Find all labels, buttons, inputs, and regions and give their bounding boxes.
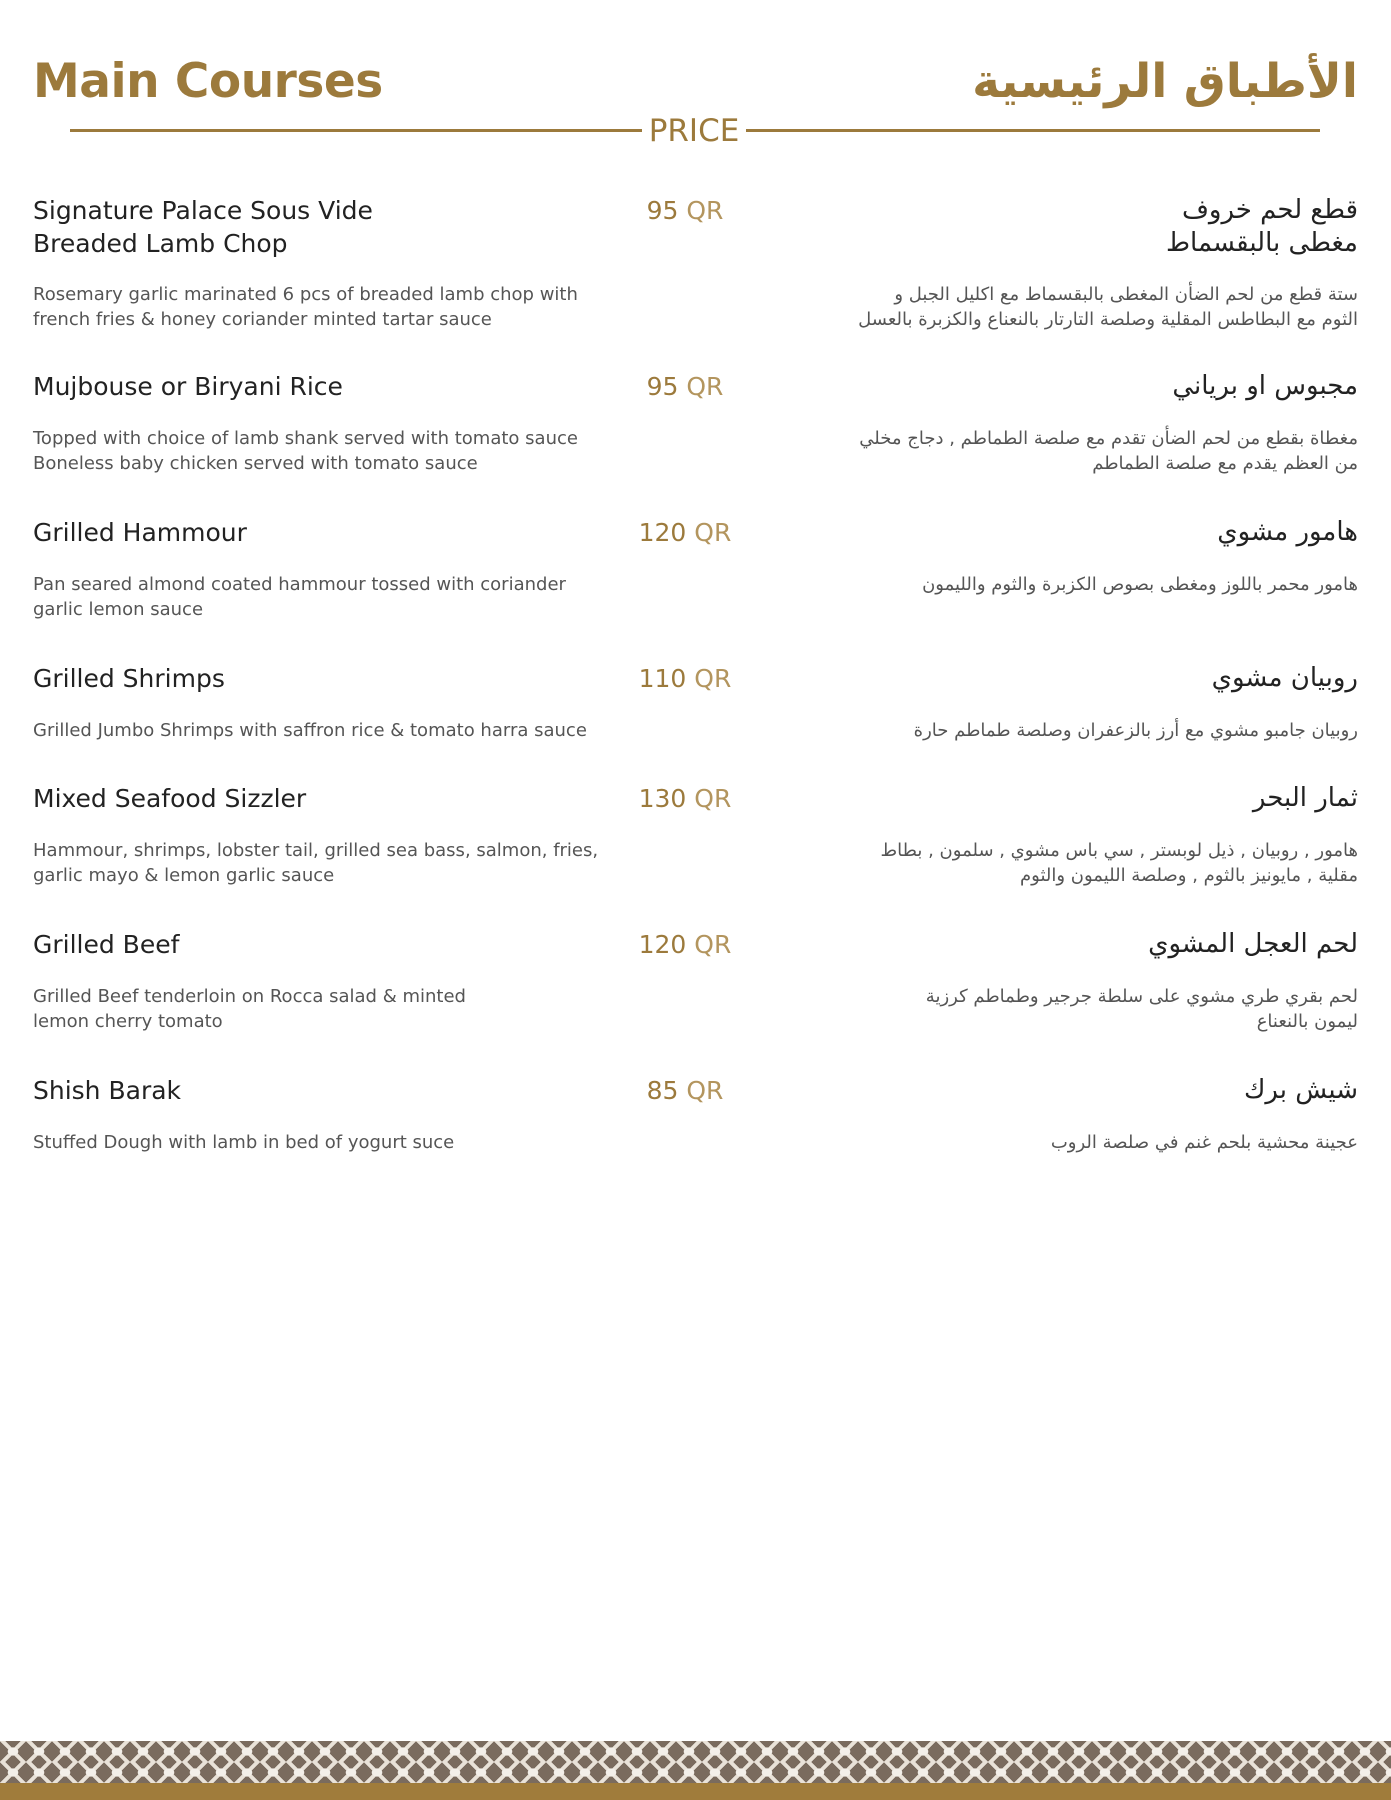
- price-amount: 85: [646, 1076, 679, 1105]
- price-amount: 120: [638, 518, 687, 547]
- price-amount: 130: [638, 784, 687, 813]
- item-name-ar: هامور مشوي: [1217, 517, 1358, 547]
- item-name-ar: قطع لحم خروف مغطى بالبقسماط: [1165, 195, 1358, 258]
- item-name-en: Grilled Hammour: [33, 518, 247, 547]
- item-description-en: Grilled Jumbo Shrimps with saffron rice & tomato harra sauce: [33, 720, 587, 741]
- item-description-ar: هامور محمر باللوز ومغطى بصوص الكزبرة والثوم والليمون: [922, 574, 1358, 595]
- item-price: [630, 928, 740, 961]
- item-name-ar: روبيان مشوي: [1211, 663, 1358, 693]
- item-name-ar: لحم العجل المشوي: [1148, 929, 1358, 959]
- price-amount: 95: [646, 196, 679, 225]
- header-divider-left: [70, 129, 642, 132]
- item-name-en: Mujbouse or Biryani Rice: [33, 372, 343, 401]
- item-name-en: Grilled Beef: [33, 930, 180, 959]
- item-name-en: Shish Barak: [33, 1076, 182, 1105]
- price-currency: QR: [694, 664, 732, 693]
- price-currency: QR: [694, 518, 732, 547]
- item-name-ar: ثمار البحر: [1252, 783, 1358, 813]
- price-currency: QR: [686, 1076, 724, 1105]
- item-price: [630, 516, 740, 549]
- item-price: [630, 194, 740, 227]
- item-description-ar: ستة قطع من لحم الضأن المغطى بالبقسماط مع اكليل الجبل و الثوم مع البطاطس المقلية وصلصة التارتار بالنعناع والكزبرة بالعسل: [858, 284, 1358, 330]
- footer-gold-band: [0, 1783, 1391, 1800]
- page-title-ar: الأطباق الرئيسية: [972, 54, 1358, 109]
- price-amount: 110: [638, 664, 687, 693]
- item-description-en: Pan seared almond coated hammour tossed with coriander garlic lemon sauce: [33, 574, 566, 620]
- item-price: [630, 370, 740, 403]
- price-currency: QR: [686, 372, 724, 401]
- item-price: [630, 662, 740, 695]
- item-name-en: Mixed Seafood Sizzler: [33, 784, 307, 813]
- item-description-ar: هامور , روبيان , ذيل لوبستر , سي باس مشوي , سلمون , بطاط مقلية , مايونيز بالثوم , وصلصة الليمون والثوم: [880, 840, 1358, 886]
- price-amount: 95: [646, 372, 679, 401]
- item-name-ar: شيش برك: [1243, 1075, 1358, 1105]
- page-title-en: Main Courses: [33, 54, 383, 109]
- item-description-ar: عجينة محشية بلحم غنم في صلصة الروب: [1050, 1132, 1358, 1153]
- price-currency: QR: [694, 930, 732, 959]
- item-description-ar: لحم بقري طري مشوي على سلطة جرجير وطماطم كرزية ليمون بالنعناع: [925, 986, 1358, 1032]
- item-description-en: Hammour, shrimps, lobster tail, grilled sea bass, salmon, fries, garlic mayo & lemon garlic sauce: [33, 840, 599, 886]
- item-description-en: Stuffed Dough with lamb in bed of yogurt suce: [33, 1132, 455, 1153]
- item-name-en: Grilled Shrimps: [33, 664, 225, 693]
- item-description-ar: روبيان جامبو مشوي مع أرز بالزعفران وصلصة طماطم حارة: [913, 720, 1358, 741]
- price-currency: QR: [686, 196, 724, 225]
- footer-pattern-border: [0, 1741, 1391, 1783]
- price-amount: 120: [638, 930, 687, 959]
- header-divider-right: [746, 129, 1320, 132]
- item-description-en: Rosemary garlic marinated 6 pcs of breaded lamb chop with french fries & honey coriander minted tartar sauce: [33, 284, 578, 330]
- item-name-en: Signature Palace Sous Vide Breaded Lamb Chop: [33, 196, 373, 258]
- item-price: [630, 1074, 740, 1107]
- item-name-ar: مجبوس او برياني: [1172, 371, 1358, 401]
- price-currency: QR: [694, 784, 732, 813]
- item-description-en: Topped with choice of lamb shank served with tomato sauce Boneless baby chicken served with tomato sauce: [33, 428, 578, 474]
- item-description-en: Grilled Beef tenderloin on Rocca salad & minted lemon cherry tomato: [33, 986, 466, 1032]
- item-price: [630, 782, 740, 815]
- price-column-label: PRICE: [648, 113, 740, 149]
- item-description-ar: مغطاة بقطع من لحم الضأن تقدم مع صلصة الطماطم , دجاج مخلي من العظم يقدم مع صلصة الطماطم: [859, 428, 1358, 474]
